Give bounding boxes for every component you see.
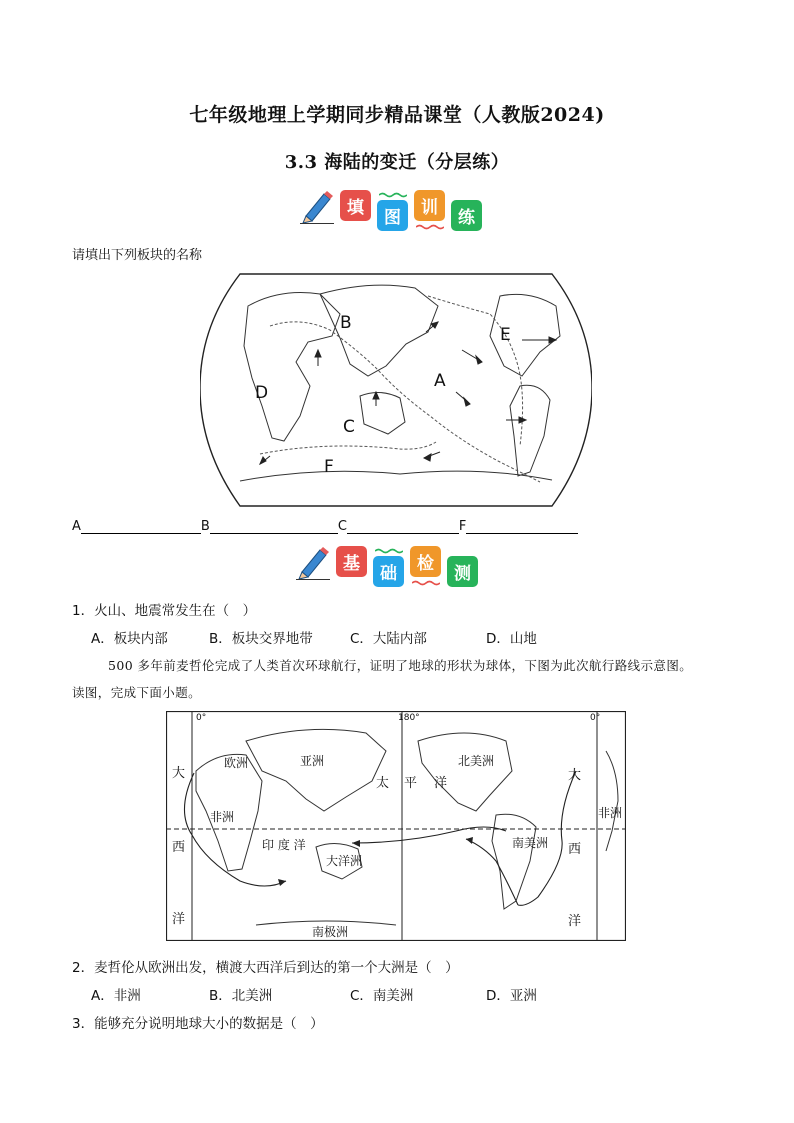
label-europe: 欧洲 [224, 756, 249, 770]
label-atlantic-left-2: 西 [172, 840, 186, 855]
tile-char-4: 练 [451, 200, 482, 231]
label-antarctica: 南极洲 [312, 925, 349, 939]
subtitle-number: 3.3 [284, 152, 318, 173]
fill-blanks-line [72, 519, 578, 534]
tile-char-2: 图 [377, 200, 408, 231]
section-subtitle [0, 148, 794, 174]
wavy-line-icon [379, 192, 407, 198]
passage-line-2: 读图，完成下面小题。 [72, 685, 202, 700]
map-label-d: D [255, 383, 269, 403]
label-pacific-3: 洋 [434, 776, 448, 791]
tile-char-3: 检 [410, 546, 441, 577]
label-africa-right: 非洲 [598, 806, 623, 820]
q1-option-c[interactable]: C．大陆内部 [350, 631, 427, 647]
blank-label-c: C [337, 519, 347, 534]
blank-label-a: A [72, 519, 81, 534]
map-label-b: B [340, 313, 352, 333]
label-atlantic-right-2: 西 [568, 842, 582, 857]
document-title: 七年级地理上学期同步精品课堂（人教版2024) [189, 104, 605, 126]
blank-b[interactable] [210, 519, 338, 534]
question-2-stem: 2．麦哲伦从欧洲出发，横渡大西洋后到达的第一个大洲是（ ） [72, 960, 459, 976]
label-oceania: 大洋洲 [326, 854, 363, 868]
tile-char-3: 训 [414, 190, 445, 221]
plate-tectonics-map [200, 266, 592, 510]
map-label-a: A [434, 371, 446, 391]
question-3-stem: 3．能够充分说明地球大小的数据是（ ） [72, 1016, 324, 1032]
q1-option-d[interactable]: D．山地 [486, 631, 537, 647]
blank-label-b: B [200, 519, 210, 534]
q2-option-b[interactable]: B．北美洲 [209, 988, 273, 1004]
label-atlantic-right-3: 洋 [568, 914, 582, 929]
tile-char-1: 填 [340, 190, 371, 221]
label-indian-ocean: 印 度 洋 [262, 838, 306, 852]
blank-c[interactable] [347, 519, 459, 534]
lon-label-right: 0° [590, 713, 601, 723]
label-pacific-1: 太 [376, 776, 390, 791]
blank-a[interactable] [81, 519, 201, 534]
subtitle-text: 海陆的变迁（分层练） [324, 152, 510, 173]
wavy-line-icon [375, 548, 403, 554]
fill-instruction: 请填出下列板块的名称 [72, 248, 203, 263]
label-north-america: 北美洲 [458, 754, 495, 768]
question-1-stem: 1．火山、地震常发生在（ ） [72, 603, 257, 619]
q1-option-a[interactable]: A．板块内部 [91, 631, 168, 647]
map-label-c: C [343, 417, 355, 437]
tile-char-4: 测 [447, 556, 478, 587]
pencil-icon [300, 188, 334, 224]
passage-line-1: 500 多年前麦哲伦完成了人类首次环球航行，证明了地球的形状为球体，下图为此次航行路线示意图。 [108, 658, 693, 673]
label-south-america: 南美洲 [512, 836, 549, 850]
label-atlantic-right-1: 大 [568, 768, 582, 783]
q2-option-c[interactable]: C．南美洲 [350, 988, 414, 1004]
banner-basic-check [296, 544, 478, 587]
wavy-line-icon [412, 580, 440, 586]
magellan-route-map [166, 711, 626, 941]
label-atlantic-left-3: 洋 [172, 912, 186, 927]
lon-label-left: 0° [196, 713, 207, 723]
q2-option-d[interactable]: D．亚洲 [486, 988, 537, 1004]
q1-option-b[interactable]: B．板块交界地带 [209, 631, 313, 647]
label-africa-left: 非洲 [210, 810, 235, 824]
blank-f[interactable] [466, 519, 578, 534]
blank-label-f: F [458, 519, 467, 534]
banner-fill-map-practice [300, 188, 482, 231]
wavy-line-icon [416, 224, 444, 230]
lon-label-mid: 180° [398, 713, 420, 723]
label-pacific-2: 平 [404, 776, 418, 791]
tile-char-1: 基 [336, 546, 367, 577]
q2-option-a[interactable]: A．非洲 [91, 988, 141, 1004]
pencil-icon [296, 544, 330, 580]
label-atlantic-left-1: 大 [172, 766, 186, 781]
map-label-f: F [324, 457, 334, 477]
map-label-e: E [500, 325, 511, 345]
tile-char-2: 础 [373, 556, 404, 587]
label-asia: 亚洲 [300, 754, 325, 768]
